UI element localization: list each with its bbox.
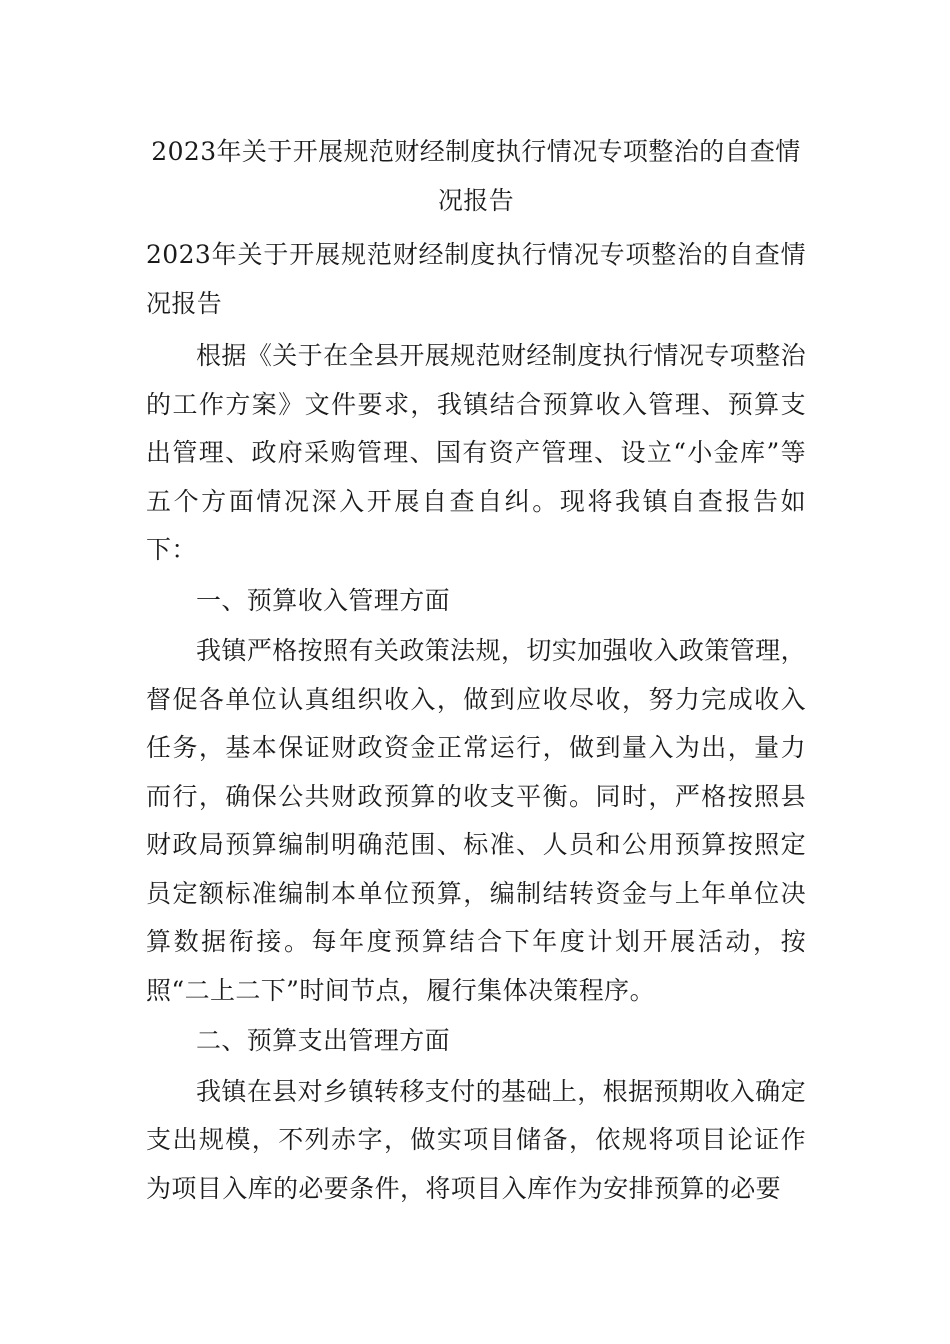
intro-paragraph: 根据《关于在全县开展规范财经制度执行情况专项整治的工作方案》文件要求，我镇结合预算收入管理、预算支出管理、政府采购管理、国有资产管理、设立“小金库”等五个方面情况深入开展自查自纠。现将我镇自查报告如下：	[146, 341, 806, 564]
document-title: 2023年关于开展规范财经制度执行情况专项整治的自查情况报告	[151, 137, 801, 215]
section-body-2: 我镇在县对乡镇转移支付的基础上，根据预期收入确定支出规模，不列赤字，做实项目储备，依规将项目论证作为项目入库的必要条件，将项目入库作为安排预算的必要	[146, 1076, 806, 1203]
section-heading-1: 一、预算收入管理方面	[196, 585, 451, 615]
section-heading-2: 二、预算支出管理方面	[196, 1026, 451, 1055]
document-body	[146, 128, 806, 1213]
section-body-1: 我镇严格按照有关政策法规，切实加强收入政策管理，督促各单位认真组织收入，做到应收尽收，努力完成收入任务，基本保证财政资金正常运行，做到量入为出，量力而行，确保公共财政预算的收支平衡。同时，严格按照县财政局预算编制明确范围、标准、人员和公用预算按照定员定额标准编制本单位预算，编制结转资金与上年单位决算数据衔接。每年度预算结合下年度计划开展活动，按照“二上二下”时间节点，履行集体决策程序。	[146, 636, 806, 1005]
document-subtitle: 2023年关于开展规范财经制度执行情况专项整治的自查情况报告	[146, 240, 806, 318]
